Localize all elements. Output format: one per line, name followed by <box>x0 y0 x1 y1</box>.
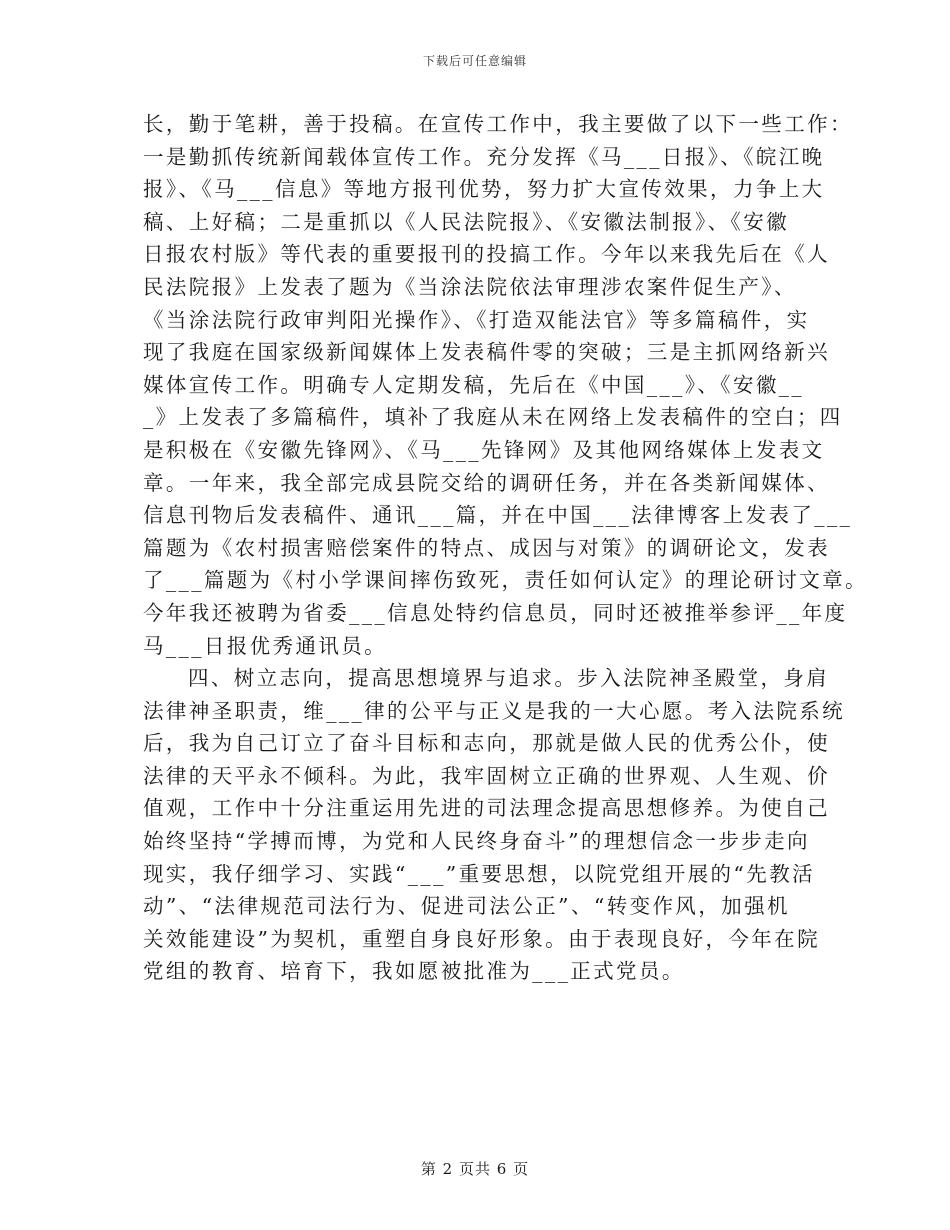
body-line: 稿、上好稿；二是重抓以《人民法院报》、《安徽法制报》、《安徽 <box>143 209 789 234</box>
body-line: 今年我还被聘为省委___信息处特约信息员，同时还被推举参评__年度 <box>143 600 848 625</box>
body-line: 信息刊物后发表稿件、通讯___篇，并在中国___法律博客上发表了___ <box>143 503 853 528</box>
body-line: 了___篇题为《村小学课间摔伤致死，责任如何认定》的理论研讨文章。 <box>143 568 868 593</box>
body-line: 动”、“法律规范司法行为、促进司法公正”、“转变作风，加强机 <box>143 894 790 919</box>
body-line: 值观，工作中十分注重运用先进的司法理念提高思想修养。为使自己 <box>143 796 830 821</box>
body-line: 是积极在《安徽先锋网》、《马___先锋网》及其他网络媒体上发表文 <box>143 437 825 462</box>
body-line: 《当涂法院行政审判阳光操作》、《打造双能法官》等多篇稿件，实 <box>143 307 810 332</box>
body-line: 始终坚持“学搏而博，为党和人民终身奋斗”的理想信念一步步走向 <box>143 829 810 854</box>
body-line: 章。一年来，我全部完成县院交给的调研任务，并在各类新闻媒体、 <box>143 470 830 495</box>
body-line: 党组的教育、培育下，我如愿被批准为___正式党员。 <box>143 959 685 984</box>
body-line: 后，我为自己订立了奋斗目标和志向，那就是做人民的优秀公仆，使 <box>143 731 830 756</box>
body-line: 现了我庭在国家级新闻媒体上发表稿件零的突破；三是主抓网络新兴 <box>143 340 830 365</box>
body-line: 长，勤于笔耕，善于投稿。在宣传工作中，我主要做了以下一些工作： <box>143 112 853 136</box>
body-line: 报》、《马___信息》等地方报刊优势，努力扩大宣传效果，力争上大 <box>143 177 825 202</box>
body-line: _》上发表了多篇稿件，填补了我庭从未在网络上发表稿件的空白；四 <box>143 405 843 430</box>
body-line: 法律神圣职责，维___律的公平与正义是我的一大心愿。考入法院系统 <box>143 698 846 723</box>
paragraph-start-line: 四、树立志向，提高思想境界与追求。步入法院神圣殿堂，身肩 <box>188 666 830 691</box>
body-line: 马___日报优秀通讯员。 <box>143 633 388 658</box>
page-header: 下载后可任意编辑 <box>422 54 527 68</box>
document-body <box>143 108 868 988</box>
page-number-footer: 第 2 页共 6 页 <box>420 1160 530 1178</box>
body-line: 民法院报》上发表了题为《当涂法院依法审理涉农案件促生产》、 <box>143 274 797 299</box>
body-line: 一是勤抓传统新闻载体宣传工作。充分发挥《马___日报》、《皖江晚 <box>143 144 825 169</box>
body-line: 媒体宣传工作。明确专人定期发稿，先后在《中国___》、《安徽__ <box>143 372 805 397</box>
body-line: 关效能建设”为契机，重塑自身良好形象。由于表现良好，今年在院 <box>143 926 820 951</box>
body-line: 现实，我仔细学习、实践“___”重要思想，以院党组开展的“先教活 <box>143 861 815 886</box>
body-line: 篇题为《农村损害赔偿案件的特点、成因与对策》的调研论文，发表 <box>143 535 830 560</box>
body-line: 法律的天平永不倾科。为此，我牢固树立正确的世界观、人生观、价 <box>143 763 830 788</box>
body-line: 日报农村版》等代表的重要报刊的投搞工作。今年以来我先后在《人 <box>143 242 830 267</box>
